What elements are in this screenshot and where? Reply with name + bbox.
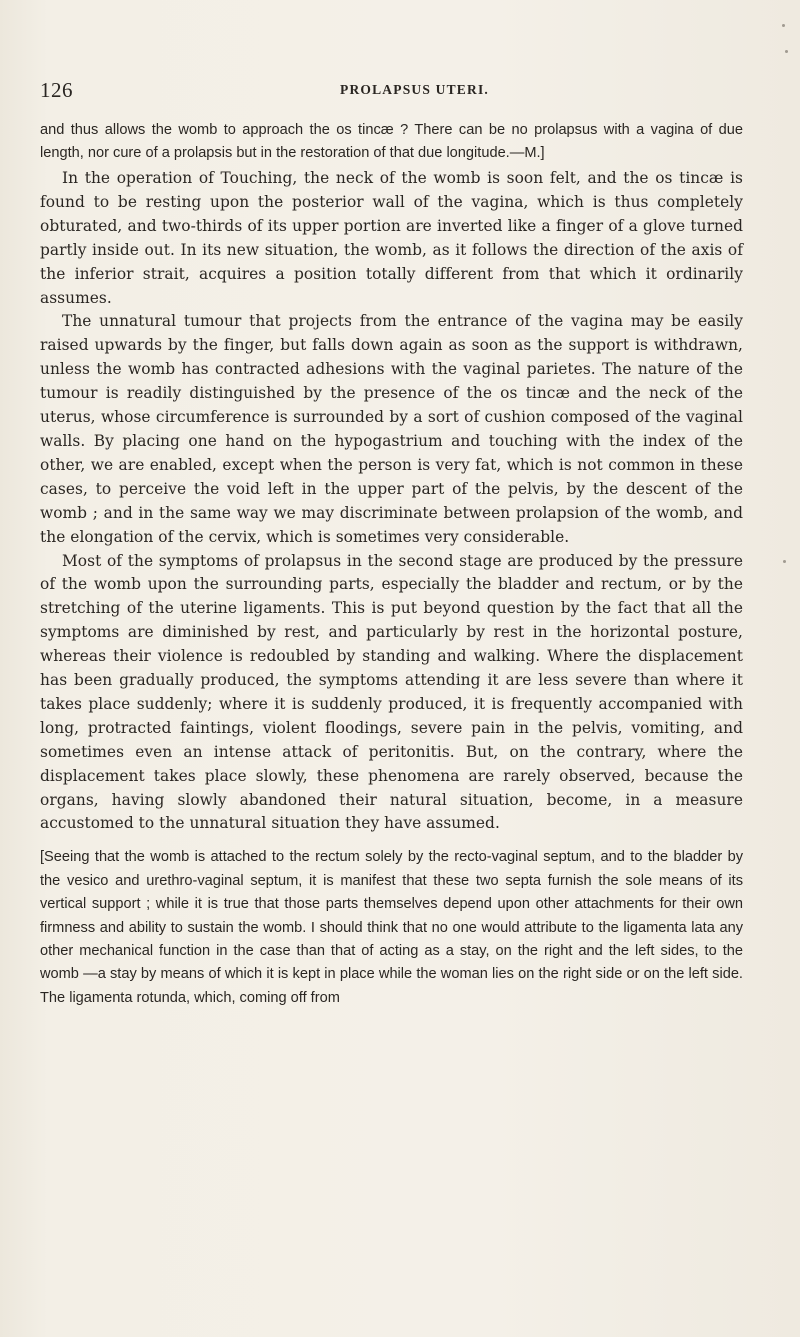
note-paragraph-septum: [Seeing that the womb is attached to the rectum solely by the recto-vaginal septum, and to the bladder by the vesico and urethro-vaginal septum, it is manifest that these two septa furnish the sole means of its vertical support ; while it is true that those parts themselves depend upon other attachments for their own firmness and ability to sustain the womb. I should think that no one would attribute to the ligamenta lata any other mechanical function in the case than that of acting as a stay, on the right and the left sides, to the womb —a stay by means of which it is kept in place while the woman lies on the right side or on the left side. The ligamenta rotunda, which, coming off from	[40, 849, 743, 1006]
note-paragraph-continued: and thus allows the womb to approach the os tincæ ? There can be no prolapsus with a vagina of due length, nor cure of a prolapsis but in the restoration of that due longitude.—M.]	[40, 122, 743, 161]
page-number: 126	[40, 78, 73, 102]
print-speck	[782, 24, 785, 27]
paragraph-touching: In the operation of Touching, the neck of the womb is soon felt, and the os tincæ is found to be resting upon the posterior wall of the vagina, which is thus completely obturated, and two-thirds of its upper portion are inverted like a finger of a glove turned partly inside out. In its new situation, the womb, as it follows the direction of the axis of the inferior strait, acquires a position totally different from that which it ordinarily assumes.	[40, 169, 743, 307]
page-header	[40, 78, 740, 108]
print-speck	[785, 50, 788, 53]
running-title: PROLAPSUS UTERI.	[340, 82, 489, 97]
print-speck	[783, 560, 786, 563]
paragraph-symptoms: Most of the symptoms of prolapsus in the second stage are produced by the pressure of the womb upon the surrounding parts, especially the bladder and rectum, or by the stretching of the uterine ligaments. This is put beyond question by the fact that all the symptoms are diminished by rest, and particularly by rest in the horizontal posture, whereas their violence is redoubled by standing and walking. Where the displacement has been gradually produced, the symptoms attending it are less severe than where it takes place suddenly; where it is suddenly produced, it is frequently accompanied with long, protracted faintings, violent floodings, severe pain in the pelvis, vomiting, and sometimes even an intense attack of peritonitis. But, on the contrary, where the displacement takes place slowly, these phenomena are rarely observed, because the organs, having slowly abandoned their natural situation, become, in a measure accustomed to the unnatural situation they have assumed.	[40, 551, 743, 833]
paragraph-tumour: The unnatural tumour that projects from the entrance of the vagina may be easily raised upwards by the finger, but falls down again as soon as the support is withdrawn, unless the womb has contracted adhesions with the vaginal parietes. The nature of the tumour is readily distinguished by the presence of the os tincæ and the neck of the uterus, whose circumference is surrounded by a sort of cushion composed of the vaginal walls. By placing one hand on the hypogastrium and touching with the index of the other, we are enabled, except when the person is very fat, which is not common in these cases, to perceive the void left in the upper part of the pelvis, by the descent of the womb ; and in the same way we may discriminate between prolapsion of the womb, and the elongation of the cervix, which is sometimes very considerable.	[40, 312, 743, 546]
page-body	[40, 119, 743, 1010]
